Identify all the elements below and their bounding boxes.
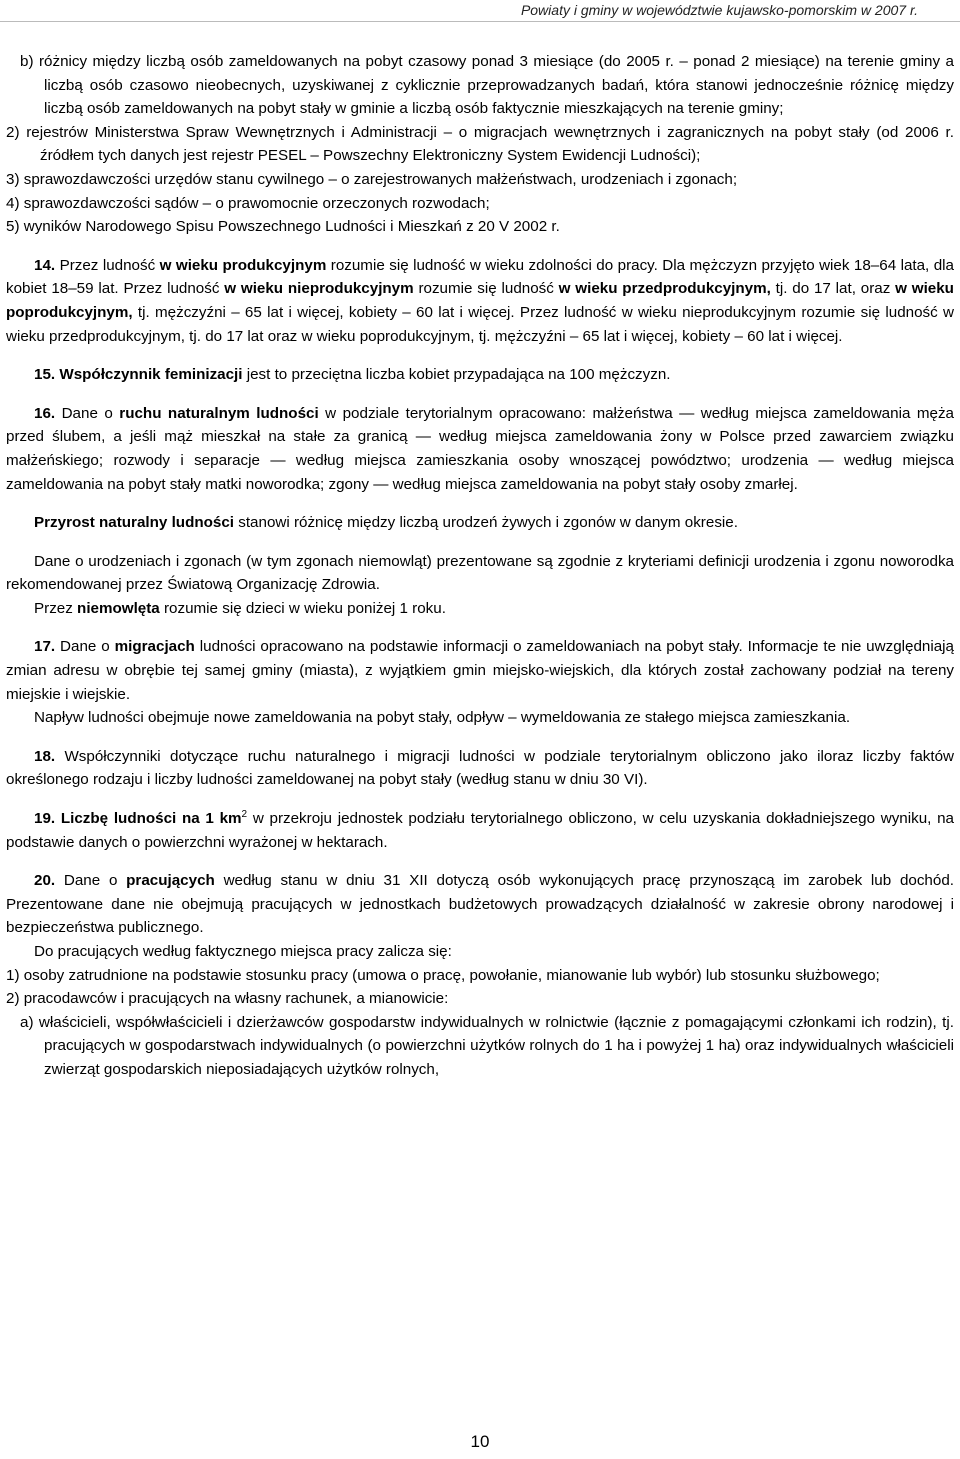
przyrost-paragraph: Przyrost naturalny ludności stanowi różnicę między liczbą urodzeń żywych i zgonów w danym okresie. xyxy=(34,514,738,532)
list-item-2b: 2) pracodawców i pracujących na własny rachunek, a mianowicie: xyxy=(6,990,449,1008)
term: niemowlęta xyxy=(77,599,160,617)
section-number: 19. xyxy=(34,810,56,828)
term: w wieku przedprodukcyjnym, xyxy=(558,280,771,298)
section-number: 14. xyxy=(34,256,56,274)
section-number: 17. xyxy=(34,638,56,656)
term: w wieku produkcyjnym xyxy=(159,256,327,274)
superscript: 2 xyxy=(241,808,248,820)
term: Współczynnik feminizacji xyxy=(59,366,243,384)
list-item-1: 1) osoby zatrudnione na podstawie stosunku pracy (umowa o pracę, powołanie, mianowanie lub wybór) lub stosunku służbowego; xyxy=(6,966,880,984)
section-19: 19. Liczbę ludności na 1 $km^2$ w przekroju jednostek podziału terytorialnego obliczono, w celu uzyskania dokładniejszego wyniku, na podstawie danych o powierzchni wyrażonej w hektarach. xyxy=(6,808,954,851)
list-item-5: 5) wyników Narodowego Spisu Powszechnego Ludności i Mieszkań z 20 V 2002 r. xyxy=(6,218,560,236)
section-14: 14. Przez ludność w wieku produkcyjnym rozumie się ludność w wieku zdolności do pracy. Dla mężczyzn przyjęto wiek 18–64 lata, dla kobiet 18–59 lat. Przez ludność w wieku nieprodukcyjnym rozumie się ludność w wieku przedprodukcyjnym, tj. do 17 lat, oraz w wieku poprodukcyjnym, tj. mężczyźni – 65 lat i więcej, kobiety – 60 lat i więcej. Przez ludność w wieku nieprodukcyjnym rozumie się ludność w wieku przedprodukcyjnym, tj. do 17 lat oraz w wieku poprodukcyjnym, tj. mężczyźni – 65 lat i więcej, kobiety – 60 lat i więcej. xyxy=(6,256,954,345)
list-item-a: a) właścicieli, współwłaścicieli i dzierżawców gospodarstw indywidualnych w rolnictwie (łącznie z pomagającymi członkami ich rodzin), tj. pracujących w gospodarstwach indywidualnych (o powierzchni użytków rolnych do 1 ha i powyżej 1 ha) oraz indywidualnych właścicieli zwierząt gospodarskich nieposiadających użytków rolnych, xyxy=(20,1013,954,1078)
niemowleta-paragraph: Przez niemowlęta rozumie się dzieci w wieku poniżej 1 roku. xyxy=(34,599,446,617)
term: w wieku nieprodukcyjnym xyxy=(224,280,414,298)
term: Przyrost naturalny ludności xyxy=(34,514,235,532)
section-15: 15. Współczynnik feminizacji jest to przeciętna liczba kobiet przypadająca na 100 mężczyzn. xyxy=(34,366,671,384)
header-title: Powiaty i gminy w województwie kujawsko-pomorskim w 2007 r. xyxy=(520,2,918,18)
list-item-2: 2) rejestrów Ministerstwa Spraw Wewnętrznych i Administracji – o migracjach wewnętrznych i zagranicznych na pobyt stały (od 2006 r. źródłem tych danych jest rejestr PESEL – Powszechny Elektroniczny System Ewidencji Ludności); xyxy=(6,123,954,165)
section-number: 15. xyxy=(34,366,56,384)
section-number: 18. xyxy=(34,747,56,765)
section-number: 20. xyxy=(34,872,56,890)
term: migracjach xyxy=(114,638,195,656)
section-18: 18. Współczynniki dotyczące ruchu naturalnego i migracji ludności w podziale terytorialnym obliczono jako iloraz liczby faktów określonego rodzaju i liczby ludności zameldowanej na pobyt stały (według stanu w dniu 30 VI). xyxy=(6,747,954,789)
list-item-4: 4) sprawozdawczości sądów – o prawomocnie orzeczonych rozwodach; xyxy=(6,194,490,212)
page-number: 10 xyxy=(470,1432,490,1451)
do-pracujacych-paragraph: Do pracujących według faktycznego miejsca pracy zalicza się: xyxy=(34,943,452,960)
section-20: 20. Dane o pracujących według stanu w dniu 31 XII dotyczą osób wykonujących pracę przynoszącą im zarobek lub dochód. Prezentowane dane nie obejmują pracujących w jednostkach budżetowych prowadzących działalność w zakresie obrony narodowej i bezpieczeństwa publicznego. xyxy=(6,872,954,937)
term: ruchu naturalnym ludności xyxy=(119,404,319,422)
section-17: 17. Dane o migracjach ludności opracowano na podstawie informacji o zameldowaniach na pobyt stały. Informacje te nie uwzględniają zmian adresu w obrębie tej samej gminy (miasta), z wyjątkiem gmin miejsko-wiejskich, dla których został zachowany podział na tereny miejskie i wiejskie. xyxy=(6,638,954,703)
section-number: 16. xyxy=(34,404,56,422)
naplyw-paragraph: Napływ ludności obejmuje nowe zameldowania na pobyt stały, odpływ – wymeldowania ze stałego miejsca zamieszkania. xyxy=(34,709,851,727)
section-16: 16. Dane o ruchu naturalnym ludności w podziale terytorialnym opracowano: małżeństwa — według miejsca zameldowania męża przed ślubem, a jeśli mąż mieszkał na stałe za granicą — według miejsca zameldowania żony w Polsce przed zawarciem związku małżeńskiego; rozwody i separacje — według miejsca zamieszkania osoby wnoszącej powództwo; urodzenia — według miejsca zameldowania na pobyt stały matki noworodka; zgony — według miejsca zameldowania na pobyt stały osoby zmarłej. xyxy=(6,404,954,493)
list-item-b: b) różnicy między liczbą osób zameldowanych na pobyt czasowy ponad 3 miesiące (do 2005 r. – ponad 2 miesiące) na terenie gminy a liczbą osób czasowo nieobecnych, uzyskiwanej z cyklicznie przeprowadzanych badań, która stanowi jednocześnie różnicę między liczbą osób zameldowanych na pobyt stały w gminie a liczbą osób faktycznie mieszkających na terenie gminy; xyxy=(20,53,954,118)
urodzenia-paragraph: Dane o urodzeniach i zgonach (w tym zgonach niemowląt) prezentowane są zgodnie z kryteriami definicji urodzenia i zgonu noworodka rekomendowanej przez Światową Organizację Zdrowia. xyxy=(6,552,954,594)
document-body xyxy=(6,50,954,1082)
term: w wieku poprodukcyjnym, xyxy=(6,280,954,321)
term: Liczbę ludności na 1 km xyxy=(60,810,242,828)
running-header xyxy=(0,0,960,22)
list-item-3: 3) sprawozdawczości urzędów stanu cywilnego – o zarejestrowanych małżeństwach, urodzeniach i zgonach; xyxy=(6,170,738,188)
term: pracujących xyxy=(126,872,215,890)
